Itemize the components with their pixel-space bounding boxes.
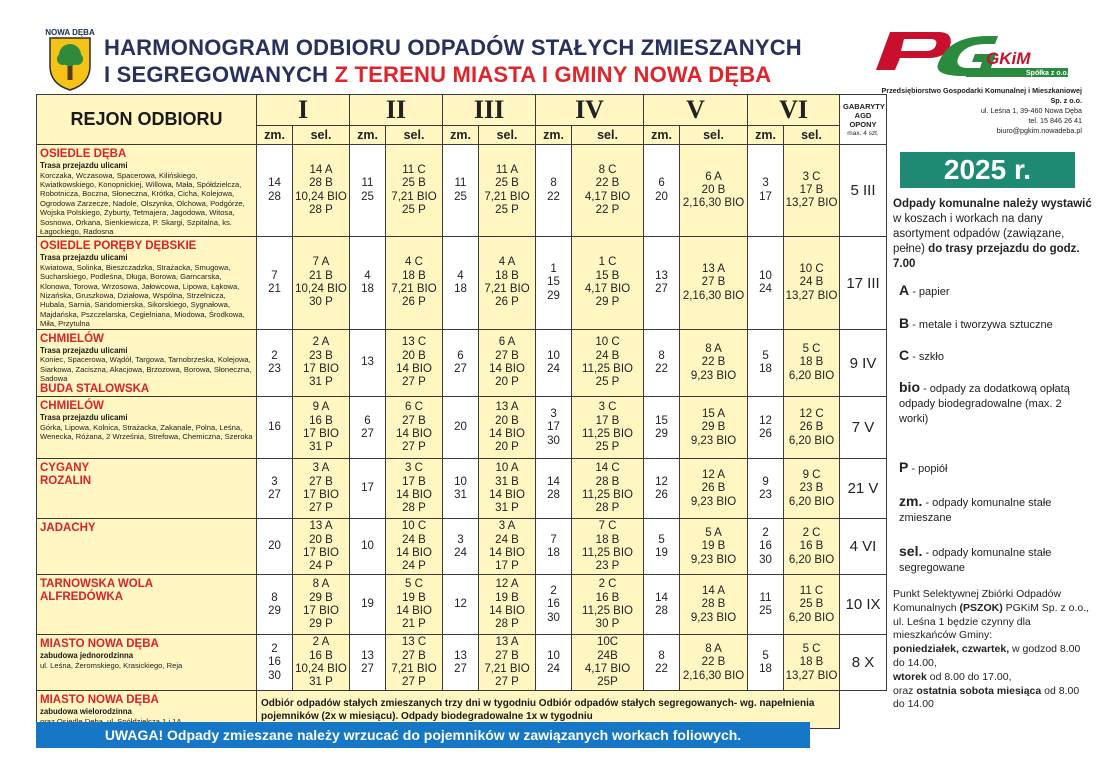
schedule-table-body	[37, 145, 887, 729]
sel-dates-cell: 3 A 27 B 17 BIO 27 P	[293, 459, 350, 519]
gabaryty-header-sub: max. 4 szt.	[847, 129, 879, 137]
sel-dates-cell: 3 A 24 B 14 BIO 17 P	[479, 519, 536, 575]
legend-desc: - metale i tworzywa sztuczne	[912, 319, 1053, 331]
region-name-secondary: BUDA STALOWSKA	[40, 383, 150, 396]
sel-subheader: sel.	[680, 126, 748, 145]
zm-dates-cell: 13 27	[644, 237, 680, 329]
zm-dates-cell: 7 18	[536, 519, 572, 575]
zm-dates-cell: 9 23	[748, 459, 784, 519]
crest-label: NOWA DĘBA	[45, 28, 95, 37]
sel-dates-cell: 8 C 22 B 4,17 BIO 22 P	[572, 145, 644, 237]
zm-dates-cell: 10	[350, 519, 386, 575]
region-subtitle: zabudowa wielorodzinna	[40, 707, 132, 717]
sel-dates-cell: 13 C 20 B 14 BIO 27 P	[386, 329, 443, 397]
logo-suffix: Spółka z o.o.	[1026, 70, 1069, 77]
legend-key: P	[899, 459, 909, 475]
month-header-2: II	[350, 95, 443, 126]
legend-item	[899, 316, 1079, 333]
legend-item	[899, 380, 1079, 427]
svg-text:GKiM: GKiM	[986, 49, 1031, 68]
zm-dates-cell: 10 24	[748, 237, 784, 329]
region-subtitle: Trasa przejazdu ulicami	[40, 161, 128, 170]
zm-dates-cell: 3 17	[748, 145, 784, 237]
sel-dates-cell: 6 C 27 B 14 BIO 27 P	[386, 397, 443, 459]
zm-subheader: zm.	[257, 126, 293, 145]
company-address: ul. Leśna 1, 39-460 Nowa Dęba	[980, 106, 1082, 115]
pszok-days-2: wtorek	[893, 670, 927, 683]
zm-dates-cell: 3 17 30	[536, 397, 572, 459]
region-name: OSIEDLE PORĘBY DĘBSKIE	[40, 240, 197, 253]
sel-dates-cell: 7 A 21 B 10,24 BIO 30 P	[293, 237, 350, 329]
sel-dates-cell: 6 A 20 B 2,16,30 BIO	[680, 145, 748, 237]
zm-dates-cell: 11 25	[443, 145, 479, 237]
year-badge: 2025 r.	[900, 152, 1075, 188]
month-header-1: I	[257, 95, 350, 126]
company-info	[872, 86, 1082, 136]
zm-subheader: zm.	[350, 126, 386, 145]
sel-dates-cell: 2 C 16 B 6,20 BIO	[784, 519, 840, 575]
zm-dates-cell: 14 28	[257, 145, 293, 237]
zm-dates-cell: 16	[257, 397, 293, 459]
zm-dates-cell: 11 25	[748, 575, 784, 635]
legend-key: A	[899, 282, 910, 298]
gabaryty-header-text: GABARYTY AGD OPONY	[843, 101, 885, 129]
sel-dates-cell: 13 A 27 B 7,21 BIO 27 P	[479, 635, 536, 691]
month-header-3: III	[443, 95, 536, 126]
zm-dates-cell: 2 23	[257, 329, 293, 397]
sel-dates-cell: 12 A 19 B 14 BIO 28 P	[479, 575, 536, 635]
legend-key: sel.	[899, 543, 923, 559]
month-header-5: V	[644, 95, 748, 126]
sel-dates-cell: 13 A 20 B 17 BIO 24 P	[293, 519, 350, 575]
region-name-secondary: ALFREDÓWKA	[40, 591, 124, 604]
gabaryty-date-cell: 5 III	[840, 145, 887, 237]
info-bold-1: Odpady komunalne należy wystawić	[893, 198, 1092, 210]
zm-subheader: zm.	[443, 126, 479, 145]
pszok-days-3: ostatnia sobota miesiąca	[916, 684, 1042, 697]
table-row	[37, 237, 887, 329]
table-row	[37, 575, 887, 635]
region-cell	[37, 635, 257, 691]
region-cell	[37, 575, 257, 635]
zm-dates-cell: 14 28	[536, 459, 572, 519]
gabaryty-date-cell: 10 IX	[840, 575, 887, 635]
sel-subheader: sel.	[293, 126, 350, 145]
sel-dates-cell: 10 C 24 B 11,25 BIO 25 P	[572, 329, 644, 397]
sel-dates-cell: 9 A 16 B 17 BIO 31 P	[293, 397, 350, 459]
region-cell	[37, 145, 257, 237]
legend-item	[899, 283, 1079, 300]
zm-dates-cell: 10 24	[536, 329, 572, 397]
sel-dates-cell: 8 A 29 B 17 BIO 29 P	[293, 575, 350, 635]
sel-dates-cell: 2 A 16 B 10,24 BIO 31 P	[293, 635, 350, 691]
sel-dates-cell: 14 C 28 B 11,25 BIO 28 P	[572, 459, 644, 519]
title-line-1: HARMONOGRAM ODBIORU ODPADÓW STAŁYCH ZMIESZANYCH	[104, 35, 802, 60]
sel-dates-cell: 3 C 17 B 11,25 BIO 25 P	[572, 397, 644, 459]
zm-dates-cell: 4 18	[350, 237, 386, 329]
sel-dates-cell: 2 C 16 B 11,25 BIO 30 P	[572, 575, 644, 635]
zm-dates-cell: 3 27	[257, 459, 293, 519]
gabaryty-date-cell: 17 III	[840, 237, 887, 329]
region-cell	[37, 459, 257, 519]
pszok-text-5: oraz	[893, 684, 917, 697]
legend-key: C	[899, 347, 910, 363]
collection-info	[893, 197, 1093, 272]
zm-subheader: zm.	[748, 126, 784, 145]
zm-dates-cell: 4 18	[443, 237, 479, 329]
region-name: CYGANY	[40, 462, 90, 475]
sel-dates-cell: 10C 24B 4,17 BIO 25P	[572, 635, 644, 691]
zm-dates-cell: 19	[350, 575, 386, 635]
sel-dates-cell: 12 C 26 B 6,20 BIO	[784, 397, 840, 459]
sel-dates-cell: 10 A 31 B 14 BIO 31 P	[479, 459, 536, 519]
pszok-text-3: w godzod 8.00 do 14.00,	[893, 643, 1081, 669]
info-normal: w koszach i workach na dany asortyment odpadów (zawiązane, pełne)	[893, 213, 1065, 255]
gabaryty-header	[840, 95, 887, 145]
gabaryty-date-cell: 21 V	[840, 459, 887, 519]
region-streets: Górka, Lipowa, Kolnica, Strażacka, Zakanale, Polna, Leśna, Wenecka, Różana, 2 Września, Strefowa, Chemiczna, Szeroka	[40, 422, 253, 442]
title-line-2	[104, 61, 802, 88]
region-cell	[37, 237, 257, 329]
sel-dates-cell: 6 A 27 B 14 BIO 20 P	[479, 329, 536, 397]
zm-dates-cell: 10 24	[536, 635, 572, 691]
zm-dates-cell: 6 27	[443, 329, 479, 397]
zm-dates-cell: 8 22	[536, 145, 572, 237]
zm-dates-cell: 12	[443, 575, 479, 635]
month-header-4: IV	[536, 95, 644, 126]
region-subtitle: Trasa przejazdu ulicami	[40, 413, 128, 423]
page-title	[104, 34, 802, 88]
sel-dates-cell: 3 C 17 B 13,27 BIO	[784, 145, 840, 237]
legend-desc: - papier	[912, 286, 950, 298]
region-name: TARNOWSKA WOLA	[40, 578, 154, 591]
zm-dates-cell: 13	[350, 329, 386, 397]
table-row	[37, 459, 887, 519]
region-name: JADACHY	[40, 522, 96, 535]
sel-dates-cell: 10 C 24 B 13,27 BIO	[784, 237, 840, 329]
sel-dates-cell: 5 A 19 B 9,23 BIO	[680, 519, 748, 575]
zm-dates-cell: 20	[443, 397, 479, 459]
zm-dates-cell: 15 29	[644, 397, 680, 459]
region-streets: Koniec, Spacerowa, Wądół, Targowa, Tarnobrzeska, Kolejowa, Siarkowa, Zaciszna, Akacjowa, Brzozowa, Borowa, Słoneczna, Sadowa	[40, 355, 252, 383]
zm-dates-cell: 14 28	[644, 575, 680, 635]
sel-dates-cell: 2 A 23 B 17 BIO 31 P	[293, 329, 350, 397]
sel-dates-cell: 13 A 27 B 2,16,30 BIO	[680, 237, 748, 329]
region-cell	[37, 519, 257, 575]
sel-dates-cell: 5 C 19 B 14 BIO 21 P	[386, 575, 443, 635]
zm-dates-cell: 5 18	[748, 329, 784, 397]
legend-item	[899, 544, 1079, 576]
title-line-2-dark: I SEGREGOWANYCH	[104, 62, 329, 87]
zm-dates-cell: 12 26	[644, 459, 680, 519]
gabaryty-date-cell: 7 V	[840, 397, 887, 459]
pgkim-logo	[868, 24, 1073, 86]
month-header-6: VI	[748, 95, 840, 126]
region-name: CHMIELÓW	[40, 400, 104, 413]
pszok-days-1: poniedziałek, czwartek,	[893, 643, 1010, 656]
region-cell	[37, 397, 257, 459]
company-name: Przedsiębiorstwo Gospodarki Komunalnej i Mieszkaniowej Sp. z o.o.	[881, 86, 1082, 105]
rejon-header: REJON ODBIORU	[37, 95, 257, 145]
sel-dates-cell: 14 A 28 B 9,23 BIO	[680, 575, 748, 635]
legend-desc: - odpady za dodatkową opłatą odpady biodegradowalne (max. 2 worki)	[899, 383, 1070, 425]
zm-dates-cell: 8 29	[257, 575, 293, 635]
sel-dates-cell: 1 C 15 B 4,17 BIO 29 P	[572, 237, 644, 329]
zm-dates-cell: 2 16 30	[536, 575, 572, 635]
company-email: biuro@pgkim.nowadeba.pl	[996, 126, 1082, 135]
legend-key: bio	[899, 379, 920, 395]
sel-dates-cell: 11 A 25 B 7,21 BIO 25 P	[479, 145, 536, 237]
gabaryty-date-cell: 9 IV	[840, 329, 887, 397]
region-streets: Kwiatowa, Solinka, Bieszczadzka, Strażacka, Smugowa, Sucharskiego, Podleśna, Długa, Borowa, Garncarska, Klonowa, Torowa, Wrzosowa, Jałowcowa, Lipowa, Łąkowa, Nizańska, Gruszkowa, Działowa, Wspólna, Strzelnicza, Hubala, Sarnia, Sandomierska, Sikorskiego, Sygnałowa, Majdańska, Pszczelarska, Cegielniana, Miodowa, Środkowa, Miła, Przytulna	[40, 262, 245, 329]
sel-dates-cell: 8 A 22 B 9,23 BIO	[680, 329, 748, 397]
region-name: OSIEDLE DĘBA	[40, 148, 127, 160]
region-streets: ul. Leśna, Żeromskiego, Krasickiego, Reja	[40, 660, 183, 670]
sel-dates-cell: 12 A 26 B 9,23 BIO	[680, 459, 748, 519]
zm-dates-cell: 11 25	[350, 145, 386, 237]
zm-dates-cell: 5 18	[748, 635, 784, 691]
sel-dates-cell: 5 C 18 B 6,20 BIO	[784, 329, 840, 397]
zm-dates-cell: 2 16 30	[748, 519, 784, 575]
table-row	[37, 519, 887, 575]
pszok-text-6: od 8.00 do 14.00	[893, 684, 1080, 711]
zm-dates-cell: 10 31	[443, 459, 479, 519]
sel-subheader: sel.	[479, 126, 536, 145]
sel-dates-cell: 13 A 20 B 14 BIO 20 P	[479, 397, 536, 459]
sel-dates-cell: 11 C 25 B 7,21 BIO 25 P	[386, 145, 443, 237]
zm-dates-cell: 5 19	[644, 519, 680, 575]
zm-dates-cell: 7 21	[257, 237, 293, 329]
region-cell	[37, 329, 257, 397]
zm-dates-cell: 6 27	[350, 397, 386, 459]
region-subtitle: Trasa przejazdu ulicami	[40, 345, 128, 355]
legend-key: zm.	[899, 493, 923, 509]
legend-key: B	[899, 315, 910, 331]
region-name-secondary: ROZALIN	[40, 475, 92, 488]
zm-dates-cell: 1 15 29	[536, 237, 572, 329]
zm-dates-cell: 20	[257, 519, 293, 575]
gabaryty-date-cell: 8 X	[840, 635, 887, 691]
sel-dates-cell: 9 C 23 B 6,20 BIO	[784, 459, 840, 519]
sel-dates-cell: 7 C 18 B 11,25 BIO 23 P	[572, 519, 644, 575]
region-name: MIASTO NOWA DĘBA	[40, 638, 159, 651]
sel-subheader: sel.	[386, 126, 443, 145]
legend-item	[899, 494, 1079, 526]
sel-subheader: sel.	[784, 126, 840, 145]
sel-dates-cell: 15 A 29 B 9,23 BIO	[680, 397, 748, 459]
zm-dates-cell: 6 20	[644, 145, 680, 237]
schedule-table	[36, 94, 887, 729]
collection-frequency-note: Odbiór odpadów stałych zmieszanych trzy dni w tygodniu Odbiór odpadów stałych segregowanych- wg. napełnienia pojemników (2x w miesiącu). Odpady biodegradowalne 1x w tygodniu	[257, 691, 840, 729]
zm-dates-cell: 8 22	[644, 329, 680, 397]
zm-subheader: zm.	[536, 126, 572, 145]
sel-dates-cell: 11 C 25 B 6,20 BIO	[784, 575, 840, 635]
sel-dates-cell: 8 A 22 B 2,16,30 BIO	[680, 635, 748, 691]
schedule-table-header	[37, 95, 887, 145]
sel-subheader: sel.	[572, 126, 644, 145]
zm-dates-cell: 8 22	[644, 635, 680, 691]
legend-item	[899, 348, 1079, 365]
pszok-info	[893, 588, 1093, 712]
pszok-text-4: od 8.00 do 17.00,	[926, 670, 1012, 683]
title-line-2-red: Z TERENU MIASTA I GMINY NOWA DĘBA	[334, 62, 772, 87]
zm-dates-cell: 17	[350, 459, 386, 519]
legend-desc: - szkło	[912, 351, 944, 363]
sel-dates-cell: 4 A 18 B 7,21 BIO 26 P	[479, 237, 536, 329]
region-streets: Korczaka, Wczasowa, Spacerowa, Kilińskiego, Kwiatkowskiego, Konopnickiej, Willowa, Mała, Spółdzielcza, Robotnicza, Boczna, Słoneczna, Krótka, Cicha, Kolejowa, Ogrodowa Zarzecze, Nadole, Olszynka, Olchowa, Podgórze, Wojska Polskiego, Zyburty, Tetmajera, Jagodowa, Witosa, Sosnowa, Orkana, Sienkiewicza, P. Skargi, Szpitalna, ks. Łagockiego, Radosna	[40, 170, 245, 236]
region-subtitle: Trasa przejazdu ulicami	[40, 253, 128, 263]
sel-dates-cell: 14 A 28 B 10,24 BIO 28 P	[293, 145, 350, 237]
zm-dates-cell: 13 27	[443, 635, 479, 691]
coat-of-arms-icon	[44, 28, 96, 92]
legend-item	[899, 460, 1079, 477]
sel-dates-cell: 13 C 27 B 7,21 BIO 27 P	[386, 635, 443, 691]
sel-dates-cell: 3 C 17 B 14 BIO 28 P	[386, 459, 443, 519]
table-row	[37, 635, 887, 691]
gabaryty-date-cell: 4 VI	[840, 519, 887, 575]
company-phone: tel. 15 846 26 41	[1028, 116, 1082, 125]
region-name: MIASTO NOWA DĘBA	[40, 694, 159, 707]
region-name: CHMIELÓW	[40, 332, 104, 345]
pszok-text-2: PGKiM Sp. z o.o., ul. Leśna 1 będzie czynny dla mieszkańców Gminy:	[893, 601, 1090, 642]
pszok-bold-1: (PSZOK)	[959, 601, 1003, 614]
sel-dates-cell: 10 C 24 B 14 BIO 24 P	[386, 519, 443, 575]
info-bold-2: do trasy przejazdu do godz. 7.00	[893, 243, 1080, 270]
legend-desc: - popiół	[911, 463, 948, 475]
legend-desc: - odpady komunalne stałe segregowane	[899, 547, 1052, 574]
uwaga-banner: UWAGA! Odpady zmieszane należy wrzucać do pojemników w zawiązanych workach foliowych.	[36, 722, 810, 748]
legend-desc: - odpady komunalne stałe zmieszane	[899, 497, 1052, 524]
table-row	[37, 145, 887, 237]
zm-subheader: zm.	[644, 126, 680, 145]
zm-dates-cell: 3 24	[443, 519, 479, 575]
zm-dates-cell: 12 26	[748, 397, 784, 459]
region-subtitle: zabudowa jednorodzinna	[40, 651, 134, 661]
table-row	[37, 329, 887, 397]
table-row	[37, 397, 887, 459]
sel-dates-cell: 4 C 18 B 7,21 BIO 26 P	[386, 237, 443, 329]
zm-dates-cell: 2 16 30	[257, 635, 293, 691]
sel-dates-cell: 5 C 18 B 13,27 BIO	[784, 635, 840, 691]
pszok-text-1: Punkt Selektywnej Zbiórki Odpadów Komunalnych	[893, 588, 1062, 614]
zm-dates-cell: 13 27	[350, 635, 386, 691]
